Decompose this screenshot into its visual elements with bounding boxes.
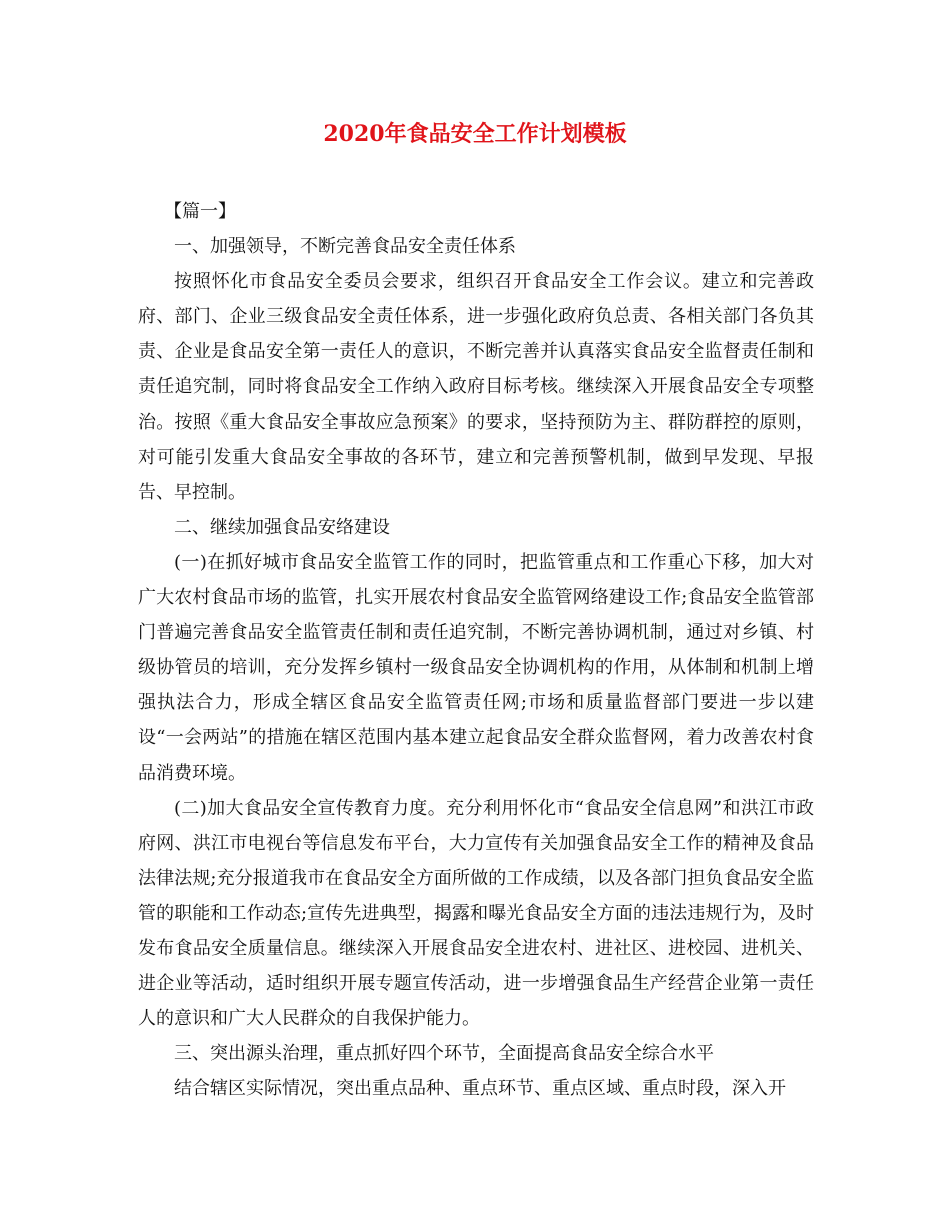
- document-title: 2020年食品安全工作计划模板: [323, 121, 627, 147]
- heading-3: 三、突出源头治理，重点抓好四个环节，全面提高食品安全综合水平: [174, 1043, 714, 1065]
- section-label: 【篇一】: [164, 201, 236, 222]
- paragraph-1: 按照怀化市食品安全委员会要求，组织召开食品安全工作会议。建立和完善政府、部门、企业三级食品安全责任体系，进一步强化政府负总责、各相关部门各负其责、企业是食品安全第一责任人的意识，不断完善并认真落实食品安全监督责任制和责任追究制，同时将食品安全工作纳入政府目标考核。继续深入开展食品安全专项整治。按照《重大食品安全事故应急预案》的要求，坚持预防为主、群防群控的原则，对可能引发重大食品安全事故的各环节，建立和完善预警机制，做到早发现、早报告、早控制。: [138, 271, 814, 503]
- paragraph-4: 结合辖区实际情况，突出重点品种、重点环节、重点区域、重点时段，深入开: [174, 1078, 786, 1100]
- paragraph-2: (一)在抓好城市食品安全监管工作的同时，把监管重点和工作重心下移，加大对广大农村食品市场的监管，扎实开展农村食品安全监管网络建设工作;食品安全监管部门普遍完善食品安全监管责任制和责任追究制，不断完善协调机制，通过对乡镇、村级协管员的培训，充分发挥乡镇村一级食品安全协调机构的作用，从体制和机制上增强执法合力，形成全辖区食品安全监管责任网;市场和质量监督部门要进一步以建设“一会两站”的措施在辖区范围内基本建立起食品安全群众监督网，着力改善农村食品消费环境。: [138, 551, 814, 784]
- paragraph-3: (二)加大食品安全宣传教育力度。充分利用怀化市“食品安全信息网”和洪江市政府网、洪江市电视台等信息发布平台，大力宣传有关加强食品安全工作的精神及食品法律法规;充分报道我市在食品安全方面所做的工作成绩，以及各部门担负食品安全监管的职能和工作动态;宣传先进典型，揭露和曝光食品安全方面的违法违规行为，及时发布食品安全质量信息。继续深入开展食品安全进农村、进社区、进校园、进机关、进企业等活动，适时组织开展专题宣传活动，进一步增强食品生产经营企业第一责任人的意识和广大人民群众的自我保护能力。: [138, 797, 814, 1030]
- heading-2: 二、继续加强食品安络建设: [174, 516, 390, 538]
- heading-1: 一、加强领导，不断完善食品安全责任体系: [174, 236, 516, 258]
- document-body: [138, 194, 814, 1106]
